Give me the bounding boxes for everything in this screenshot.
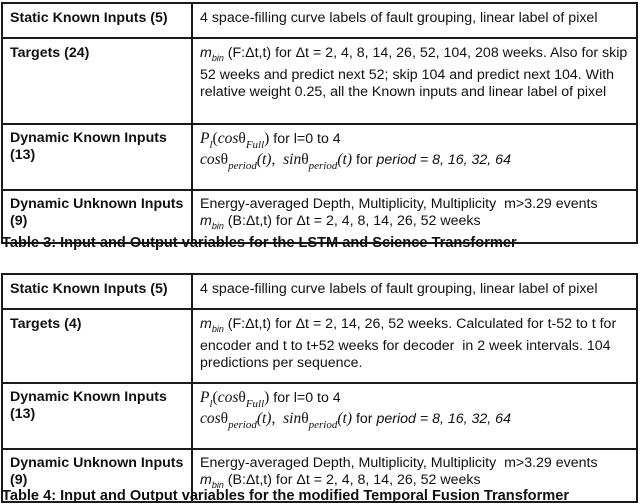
table-4-caption: Table 4: Input and Output variables for the modified Temporal Fusion Transformer	[2, 488, 570, 504]
legendre-line: $P_l(\cos\theta_{Full})$ for l=0 to 4	[200, 130, 341, 151]
legendre-formula: $P_l(\cos\theta_{Full})$	[200, 389, 270, 410]
row-value: 4 space-filling curve labels of fault grouping, linear label of pixel	[192, 274, 637, 309]
row-label: Dynamic Known Inputs (13)	[2, 383, 192, 449]
row-label: Dynamic Known Inputs (13)	[2, 124, 192, 190]
row-value: Energy-averaged Depth, Multiplicity, Multiplicity m>3.29 events $m_{bin}$ (B:Δt,t) for Δt = 2, 4, 8, 14, 26, 52 weeks	[192, 190, 637, 243]
periodic-formula: cosθ$_{period}$(t), sinθ$_{period}$(t)	[200, 410, 353, 431]
row-label: Dynamic Unknown Inputs (9)	[2, 190, 192, 243]
table-3-caption: Table 3: Input and Output variables for the LSTM and Science Transformer	[2, 235, 517, 251]
row-label: Dynamic Unknown Inputs (9)	[2, 449, 192, 502]
row-value	[192, 383, 637, 449]
periodic-formula: cosθ$_{period}$(t), sinθ$_{period}$(t)	[200, 151, 353, 172]
legendre-line: $P_l(\cos\theta_{Full})$ for l=0 to 4	[200, 389, 341, 410]
mbin-symbol: $m_{bin}$	[200, 316, 224, 334]
row-value: 4 space-filling curve labels of fault grouping, linear label of pixel	[192, 3, 637, 38]
row-value	[192, 124, 637, 190]
row-label: Static Known Inputs (5)	[2, 3, 192, 38]
mbin-symbol: $m_{bin}$	[200, 45, 224, 63]
table-row	[2, 383, 637, 449]
periodic-line: cosθ$_{period}$(t), sinθ$_{period}$(t) for period = 8, 16, 32, 64	[200, 410, 511, 431]
row-value: $m_{bin}$ (F:Δt,t) for Δt = 2, 4, 8, 14, 26, 52, 104, 208 weeks. Also for skip 52 weeks and predict next 52; skip 104 and predict next 104. With relative weight 0.25, all the Known inputs and linear label of pixel	[192, 38, 637, 124]
table-row	[2, 38, 637, 124]
table-4	[1, 273, 638, 503]
table-row	[2, 3, 637, 38]
table-row	[2, 124, 637, 190]
mbin-symbol: $m_{bin}$	[200, 472, 224, 490]
mbin-symbol: $m_{bin}$	[200, 213, 224, 231]
row-label: Targets (4)	[2, 309, 192, 383]
periodic-line: cosθ$_{period}$(t), sinθ$_{period}$(t) for period = 8, 16, 32, 64	[200, 151, 511, 172]
row-label: Static Known Inputs (5)	[2, 274, 192, 309]
table-3	[1, 2, 638, 244]
legendre-formula: $P_l(\cos\theta_{Full})$	[200, 130, 270, 151]
table-row	[2, 274, 637, 309]
row-label: Targets (24)	[2, 38, 192, 124]
table-row	[2, 309, 637, 383]
row-value: Energy-averaged Depth, Multiplicity, Multiplicity m>3.29 events $m_{bin}$ (B:Δt,t) for Δt = 2, 4, 8, 14, 26, 52 weeks	[192, 449, 637, 502]
row-value: $m_{bin}$ (F:Δt,t) for Δt = 2, 14, 26, 52 weeks. Calculated for t-52 to t for encoder and t to t+52 weeks for decoder in 2 week intervals. 104 predictions per sequence.	[192, 309, 637, 383]
